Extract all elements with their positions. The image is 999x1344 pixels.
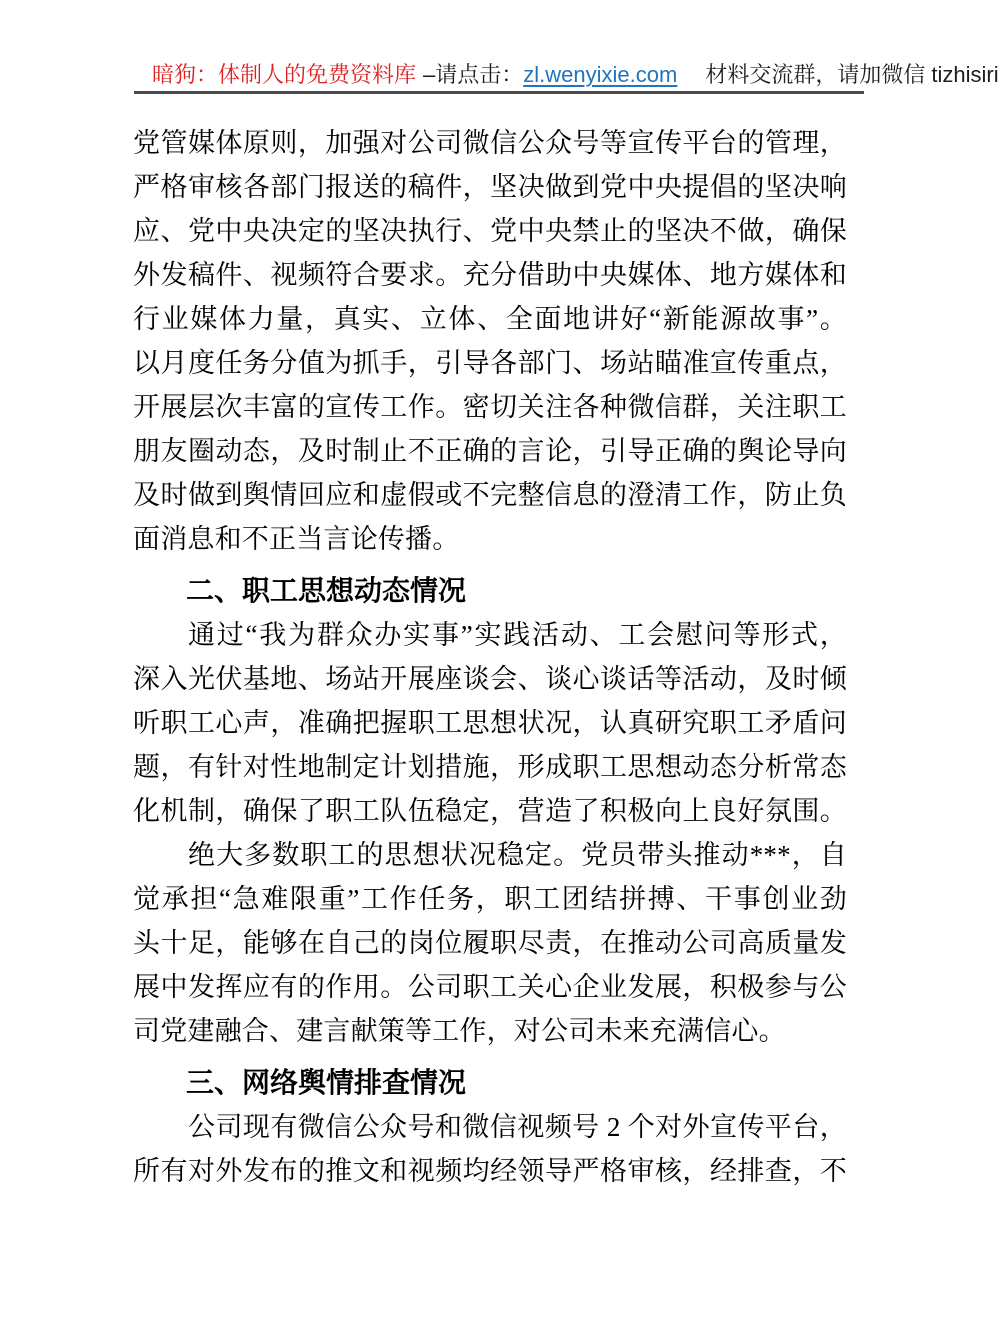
- section-heading: 三、网络舆情排查情况: [186, 1067, 467, 1098]
- section-heading: 二、职工思想动态情况: [186, 575, 467, 606]
- body-line: 及时做到舆情回应和虚假或不完整信息的澄清工作，防止负: [133, 480, 847, 510]
- body-line: 党管媒体原则，加强对公司微信公众号等宣传平台的管理，: [133, 128, 847, 158]
- document-body: [133, 121, 847, 1193]
- body-line: 头十足，能够在自己的岗位履职尽责，在推动公司高质量发: [133, 928, 847, 958]
- body-line: 展中发挥应有的作用。公司职工关心企业发展，积极参与公: [133, 972, 847, 1002]
- brand-label: 暗狗：体制人的免费资料库: [152, 62, 417, 87]
- body-line: 化机制，确保了职工队伍稳定，营造了积极向上良好氛围。: [133, 796, 847, 826]
- group-contact-note: 材料交流群，请加微信 tizhisiri: [705, 62, 999, 87]
- body-line: 外发稿件、视频符合要求。充分借助中央媒体、地方媒体和: [133, 260, 847, 290]
- body-line: 觉承担“急难限重”工作任务，职工团结拼搏、干事创业劲: [133, 884, 847, 914]
- body-line: 听职工心声，准确把握职工思想状况，认真研究职工矛盾问: [133, 708, 847, 738]
- body-line: 深入光伏基地、场站开展座谈会、谈心谈话等活动，及时倾: [133, 664, 847, 694]
- click-here-label: –请点击：: [423, 62, 524, 87]
- promo-header: [152, 62, 999, 88]
- body-line: 通过“我为群众办实事”实践活动、工会慰问等形式，: [188, 620, 847, 650]
- resource-link[interactable]: zl.wenyixie.com: [523, 62, 678, 87]
- body-line: 以月度任务分值为抓手，引导各部门、场站瞄准宣传重点，: [133, 348, 847, 378]
- body-line: 行业媒体力量，真实、立体、全面地讲好“新能源故事”。: [133, 304, 847, 334]
- header-divider: [134, 91, 864, 94]
- body-line: 严格审核各部门报送的稿件，坚决做到党中央提倡的坚决响: [133, 172, 847, 202]
- body-line: 朋友圈动态，及时制止不正确的言论，引导正确的舆论导向: [133, 436, 847, 466]
- body-line: 开展层次丰富的宣传工作。密切关注各种微信群，关注职工: [133, 392, 847, 422]
- body-line: 公司现有微信公众号和微信视频号 2 个对外宣传平台，: [188, 1112, 847, 1142]
- body-line: 面消息和不正当言论传播。: [133, 524, 460, 554]
- body-line: 所有对外发布的推文和视频均经领导严格审核，经排查，不: [133, 1156, 847, 1186]
- body-line: 应、党中央决定的坚决执行、党中央禁止的坚决不做，确保: [133, 216, 847, 246]
- body-line: 题，有针对性地制定计划措施，形成职工思想动态分析常态: [133, 752, 847, 782]
- body-line: 绝大多数职工的思想状况稳定。党员带头推动***，自: [188, 840, 847, 870]
- body-line: 司党建融合、建言献策等工作，对公司未来充满信心。: [133, 1016, 786, 1046]
